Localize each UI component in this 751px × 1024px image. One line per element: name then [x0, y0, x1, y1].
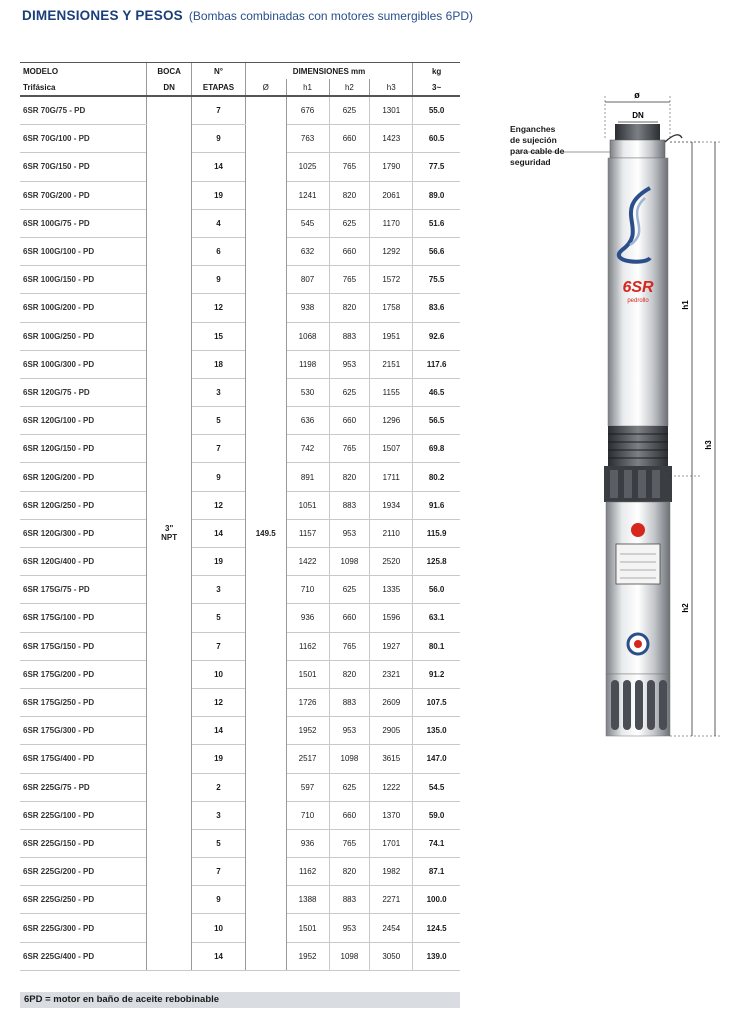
- h3-cell: 1758: [370, 294, 413, 322]
- h2-cell: 883: [329, 688, 370, 716]
- diameter-merged-cell: 149.5: [245, 96, 286, 970]
- h1-cell: 1025: [286, 153, 329, 181]
- h2-cell: 883: [329, 322, 370, 350]
- model-cell: 6SR 225G/250 - PD: [20, 886, 147, 914]
- weight-cell: 60.5: [413, 125, 460, 153]
- model-cell: 6SR 225G/200 - PD: [20, 858, 147, 886]
- h2-cell: 953: [329, 717, 370, 745]
- h2-cell: 765: [329, 632, 370, 660]
- h3-cell: 1596: [370, 604, 413, 632]
- h3-cell: 1927: [370, 632, 413, 660]
- table-row: [20, 181, 460, 209]
- h3-cell: 1572: [370, 266, 413, 294]
- weight-cell: 46.5: [413, 378, 460, 406]
- stages-cell: 7: [192, 632, 246, 660]
- table-row: [20, 96, 460, 125]
- h1-cell: 632: [286, 237, 329, 265]
- model-cell: 6SR 225G/150 - PD: [20, 829, 147, 857]
- pump-head: [615, 124, 660, 142]
- table-row: [20, 322, 460, 350]
- model-cell: 6SR 175G/400 - PD: [20, 745, 147, 773]
- h3-cell: 1951: [370, 322, 413, 350]
- h3-cell: 1292: [370, 237, 413, 265]
- table-row: [20, 604, 460, 632]
- stages-cell: 12: [192, 688, 246, 716]
- table-row: [20, 266, 460, 294]
- weight-cell: 91.2: [413, 660, 460, 688]
- table-row: [20, 463, 460, 491]
- stages-cell: 6: [192, 237, 246, 265]
- h2-cell: 883: [329, 491, 370, 519]
- stages-cell: 9: [192, 125, 246, 153]
- table-row: [20, 829, 460, 857]
- stages-cell: 9: [192, 463, 246, 491]
- weight-cell: 147.0: [413, 745, 460, 773]
- h1-cell: 1068: [286, 322, 329, 350]
- weight-cell: 80.2: [413, 463, 460, 491]
- model-cell: 6SR 70G/75 - PD: [20, 96, 147, 125]
- h1-cell: 1198: [286, 350, 329, 378]
- header-boca: BOCA: [147, 63, 192, 80]
- h2-cell: 1098: [329, 548, 370, 576]
- weight-cell: 107.5: [413, 688, 460, 716]
- h1-cell: 2517: [286, 745, 329, 773]
- table-row: [20, 942, 460, 970]
- h1-cell: 1162: [286, 632, 329, 660]
- model-cell: 6SR 100G/100 - PD: [20, 237, 147, 265]
- h3-cell: 1507: [370, 435, 413, 463]
- model-cell: 6SR 225G/400 - PD: [20, 942, 147, 970]
- stages-cell: 18: [192, 350, 246, 378]
- stages-cell: 5: [192, 604, 246, 632]
- h2-cell: 765: [329, 829, 370, 857]
- h3-cell: 1790: [370, 153, 413, 181]
- model-cell: 6SR 120G/75 - PD: [20, 378, 147, 406]
- h2-cell: 820: [329, 858, 370, 886]
- model-cell: 6SR 175G/100 - PD: [20, 604, 147, 632]
- weight-cell: 59.0: [413, 801, 460, 829]
- h1-cell: 710: [286, 576, 329, 604]
- h1-cell: 1388: [286, 886, 329, 914]
- h2-cell: 953: [329, 519, 370, 547]
- stages-cell: 19: [192, 181, 246, 209]
- h1-cell: 1501: [286, 660, 329, 688]
- model-cell: 6SR 70G/200 - PD: [20, 181, 147, 209]
- h2-cell: 660: [329, 237, 370, 265]
- model-cell: 6SR 100G/200 - PD: [20, 294, 147, 322]
- h2-cell: 953: [329, 914, 370, 942]
- h3-cell: 2609: [370, 688, 413, 716]
- table-row: [20, 153, 460, 181]
- h1-cell: 1157: [286, 519, 329, 547]
- h3-cell: 1222: [370, 773, 413, 801]
- h1-cell: 1726: [286, 688, 329, 716]
- h2-cell: 1098: [329, 942, 370, 970]
- title-subtitle: (Bombas combinadas con motores sumergibles 6PD): [188, 9, 473, 23]
- stages-cell: 3: [192, 576, 246, 604]
- model-cell: 6SR 70G/100 - PD: [20, 125, 147, 153]
- model-cell: 6SR 100G/75 - PD: [20, 209, 147, 237]
- h3-cell: 2271: [370, 886, 413, 914]
- model-cell: 6SR 120G/250 - PD: [20, 491, 147, 519]
- h1-cell: 807: [286, 266, 329, 294]
- model-cell: 6SR 70G/150 - PD: [20, 153, 147, 181]
- h3-cell: 2321: [370, 660, 413, 688]
- table-row: [20, 914, 460, 942]
- model-cell: 6SR 175G/300 - PD: [20, 717, 147, 745]
- model-cell: 6SR 100G/150 - PD: [20, 266, 147, 294]
- h1-cell: 1501: [286, 914, 329, 942]
- table-row: [20, 237, 460, 265]
- table-header-row-1: [20, 63, 460, 80]
- model-cell: 6SR 175G/200 - PD: [20, 660, 147, 688]
- stages-cell: 10: [192, 914, 246, 942]
- h3-cell: 1982: [370, 858, 413, 886]
- stages-cell: 9: [192, 266, 246, 294]
- boca-size: 3": [165, 524, 174, 534]
- weight-cell: 56.5: [413, 407, 460, 435]
- stages-cell: 19: [192, 745, 246, 773]
- table-row: [20, 378, 460, 406]
- h2-cell: 660: [329, 407, 370, 435]
- h3-label: h3: [704, 440, 713, 450]
- h3-cell: 2905: [370, 717, 413, 745]
- h1-label: h1: [681, 300, 690, 310]
- weight-cell: 124.5: [413, 914, 460, 942]
- header-trifasica: Trifásica: [20, 79, 147, 96]
- stages-cell: 5: [192, 829, 246, 857]
- h3-cell: 1296: [370, 407, 413, 435]
- model-cell: 6SR 100G/300 - PD: [20, 350, 147, 378]
- h2-cell: 883: [329, 886, 370, 914]
- diameter-label: ø: [634, 90, 640, 100]
- stages-cell: 14: [192, 942, 246, 970]
- weight-cell: 92.6: [413, 322, 460, 350]
- table-row: [20, 773, 460, 801]
- model-cell: 6SR 175G/75 - PD: [20, 576, 147, 604]
- table-row: [20, 125, 460, 153]
- header-dn: DN: [147, 79, 192, 96]
- model-cell: 6SR 120G/100 - PD: [20, 407, 147, 435]
- weight-cell: 75.5: [413, 266, 460, 294]
- header-diameter: Ø: [245, 79, 286, 96]
- h2-cell: 820: [329, 294, 370, 322]
- logo-subtext: pedrollo: [627, 298, 649, 304]
- h3-cell: 2110: [370, 519, 413, 547]
- stages-cell: 15: [192, 322, 246, 350]
- boca-merged-cell: [147, 96, 192, 970]
- model-cell: 6SR 120G/150 - PD: [20, 435, 147, 463]
- stages-cell: 7: [192, 435, 246, 463]
- table-row: [20, 435, 460, 463]
- motor-logo: [631, 523, 645, 537]
- table-row: [20, 576, 460, 604]
- weight-cell: 89.0: [413, 181, 460, 209]
- h1-cell: 938: [286, 294, 329, 322]
- table-row: [20, 717, 460, 745]
- header-kg: kg: [413, 63, 460, 80]
- table-row: [20, 491, 460, 519]
- table-row: [20, 801, 460, 829]
- table-row: [20, 660, 460, 688]
- h1-cell: 710: [286, 801, 329, 829]
- h3-cell: 1701: [370, 829, 413, 857]
- h2-cell: 660: [329, 604, 370, 632]
- weight-cell: 80.1: [413, 632, 460, 660]
- h2-cell: 820: [329, 463, 370, 491]
- h2-cell: 1098: [329, 745, 370, 773]
- h1-cell: 936: [286, 829, 329, 857]
- weight-cell: 56.6: [413, 237, 460, 265]
- table-body: [20, 96, 460, 970]
- table-row: [20, 350, 460, 378]
- h3-cell: 1170: [370, 209, 413, 237]
- title-main: DIMENSIONES Y PESOS: [22, 8, 183, 23]
- h3-cell: 2061: [370, 181, 413, 209]
- table-row: [20, 294, 460, 322]
- h1-cell: 763: [286, 125, 329, 153]
- header-modelo: MODELO: [20, 63, 147, 80]
- h3-cell: 1934: [370, 491, 413, 519]
- stages-cell: 4: [192, 209, 246, 237]
- weight-cell: 115.9: [413, 519, 460, 547]
- h2-cell: 765: [329, 266, 370, 294]
- h3-cell: 1423: [370, 125, 413, 153]
- table-header-row-2: [20, 79, 460, 96]
- table-row: [20, 209, 460, 237]
- table-row: [20, 688, 460, 716]
- weight-cell: 77.5: [413, 153, 460, 181]
- table-row: [20, 858, 460, 886]
- h2-cell: 820: [329, 660, 370, 688]
- model-cell: 6SR 120G/400 - PD: [20, 548, 147, 576]
- h3-cell: 2520: [370, 548, 413, 576]
- header-h1: h1: [286, 79, 329, 96]
- stages-cell: 14: [192, 519, 246, 547]
- h1-cell: 545: [286, 209, 329, 237]
- h2-cell: 625: [329, 773, 370, 801]
- stages-cell: 3: [192, 801, 246, 829]
- h3-cell: 1155: [370, 378, 413, 406]
- weight-cell: 69.8: [413, 435, 460, 463]
- stages-cell: 2: [192, 773, 246, 801]
- page-title: [22, 8, 473, 23]
- h2-cell: 820: [329, 181, 370, 209]
- h3-cell: 1711: [370, 463, 413, 491]
- h1-cell: 1051: [286, 491, 329, 519]
- h1-cell: 676: [286, 96, 329, 125]
- annotation-line: para cable de: [510, 146, 565, 156]
- h2-cell: 953: [329, 350, 370, 378]
- h3-cell: 1301: [370, 96, 413, 125]
- boca-thread: NPT: [161, 533, 178, 543]
- header-etapas: ETAPAS: [192, 79, 246, 96]
- h1-cell: 1162: [286, 858, 329, 886]
- h1-cell: 891: [286, 463, 329, 491]
- dimensions-table: [20, 62, 460, 971]
- stages-cell: 12: [192, 491, 246, 519]
- table-row: [20, 519, 460, 547]
- stages-cell: 14: [192, 153, 246, 181]
- table-row: [20, 632, 460, 660]
- stages-cell: 10: [192, 660, 246, 688]
- table-row: [20, 745, 460, 773]
- h2-cell: 660: [329, 801, 370, 829]
- model-cell: 6SR 120G/300 - PD: [20, 519, 147, 547]
- h2-cell: 625: [329, 576, 370, 604]
- pump-diagram: [500, 80, 740, 750]
- h2-cell: 625: [329, 378, 370, 406]
- weight-cell: 135.0: [413, 717, 460, 745]
- header-dimensiones: DIMENSIONES mm: [245, 63, 412, 80]
- weight-cell: 74.1: [413, 829, 460, 857]
- h1-cell: 597: [286, 773, 329, 801]
- h1-cell: 530: [286, 378, 329, 406]
- h3-cell: 3615: [370, 745, 413, 773]
- weight-cell: 83.6: [413, 294, 460, 322]
- model-cell: 6SR 120G/200 - PD: [20, 463, 147, 491]
- model-cell: 6SR 175G/250 - PD: [20, 688, 147, 716]
- stages-cell: 12: [192, 294, 246, 322]
- h3-cell: 3050: [370, 942, 413, 970]
- model-cell: 6SR 225G/75 - PD: [20, 773, 147, 801]
- h1-cell: 1241: [286, 181, 329, 209]
- h2-cell: 765: [329, 435, 370, 463]
- h2-label: h2: [681, 603, 690, 613]
- logo-text: 6SR: [622, 279, 654, 296]
- model-cell: 6SR 225G/300 - PD: [20, 914, 147, 942]
- weight-cell: 100.0: [413, 886, 460, 914]
- h2-cell: 625: [329, 96, 370, 125]
- stages-cell: 19: [192, 548, 246, 576]
- h2-cell: 765: [329, 153, 370, 181]
- model-cell: 6SR 100G/250 - PD: [20, 322, 147, 350]
- weight-cell: 56.0: [413, 576, 460, 604]
- h3-cell: 1370: [370, 801, 413, 829]
- h1-cell: 936: [286, 604, 329, 632]
- header-n: N°: [192, 63, 246, 80]
- weight-cell: 125.8: [413, 548, 460, 576]
- weight-cell: 54.5: [413, 773, 460, 801]
- weight-cell: 139.0: [413, 942, 460, 970]
- stages-cell: 14: [192, 717, 246, 745]
- h2-cell: 660: [329, 125, 370, 153]
- weight-cell: 117.6: [413, 350, 460, 378]
- h1-cell: 636: [286, 407, 329, 435]
- annotation-line: seguridad: [510, 157, 551, 167]
- h1-cell: 742: [286, 435, 329, 463]
- header-h2: h2: [329, 79, 370, 96]
- stages-cell: 5: [192, 407, 246, 435]
- table-row: [20, 548, 460, 576]
- weight-cell: 91.6: [413, 491, 460, 519]
- stages-cell: 7: [192, 858, 246, 886]
- annotation-line: Enganches: [510, 124, 556, 134]
- dn-label: DN: [632, 111, 644, 120]
- weight-cell: 55.0: [413, 96, 460, 125]
- h1-cell: 1952: [286, 717, 329, 745]
- intake-grid: [608, 426, 668, 466]
- stages-cell: 9: [192, 886, 246, 914]
- model-cell: 6SR 175G/150 - PD: [20, 632, 147, 660]
- weight-cell: 63.1: [413, 604, 460, 632]
- model-cell: 6SR 225G/100 - PD: [20, 801, 147, 829]
- header-h3: h3: [370, 79, 413, 96]
- header-phase: 3~: [413, 79, 460, 96]
- stages-cell: 7: [192, 96, 246, 125]
- stages-cell: 3: [192, 378, 246, 406]
- weight-cell: 87.1: [413, 858, 460, 886]
- annotation-line: de sujeción: [510, 135, 557, 145]
- h1-cell: 1952: [286, 942, 329, 970]
- h3-cell: 1335: [370, 576, 413, 604]
- h2-cell: 625: [329, 209, 370, 237]
- weight-cell: 51.6: [413, 209, 460, 237]
- table-row: [20, 886, 460, 914]
- table-row: [20, 407, 460, 435]
- h1-cell: 1422: [286, 548, 329, 576]
- footer-note: 6PD = motor en baño de aceite rebobinable: [20, 992, 460, 1008]
- h3-cell: 2454: [370, 914, 413, 942]
- h3-cell: 2151: [370, 350, 413, 378]
